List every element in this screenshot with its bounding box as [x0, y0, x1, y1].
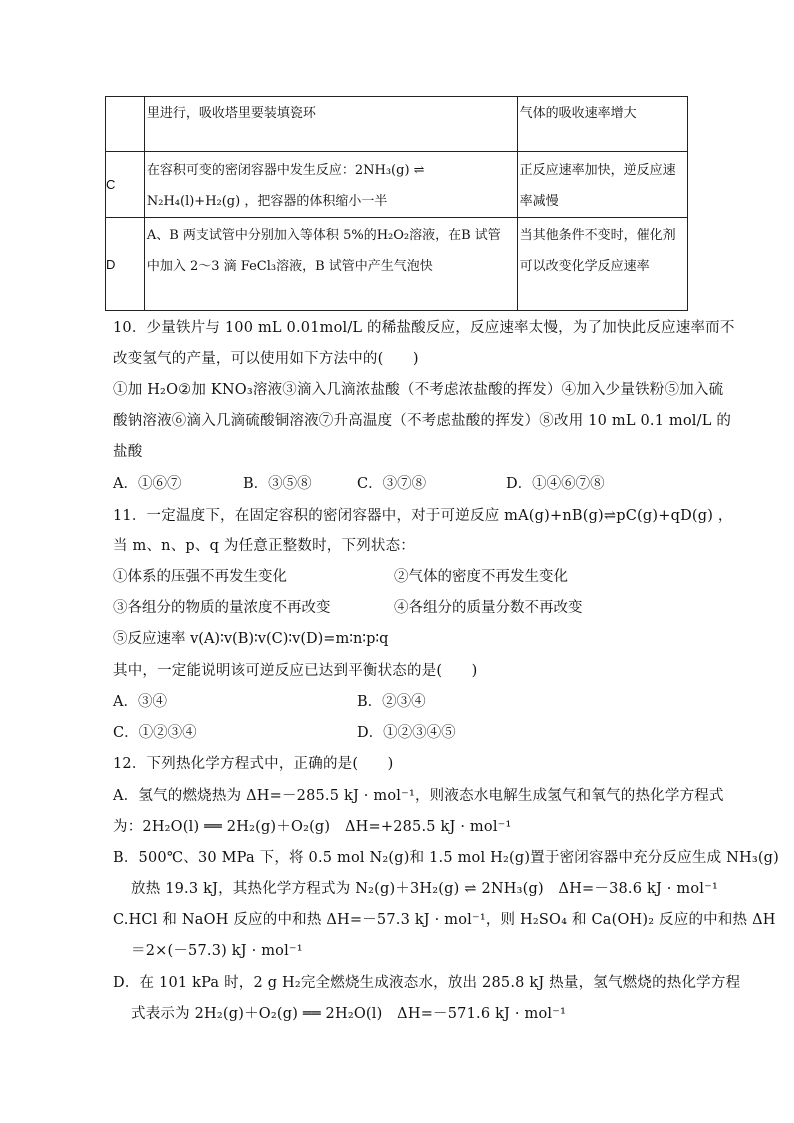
q11-statement-2: ②气体的密度不再发生变化: [394, 569, 568, 585]
q11-question: 其中，一定能说明该可逆反应已达到平衡状态的是( ): [113, 663, 478, 679]
q11-option-a: A．③④: [113, 694, 167, 710]
q11-statement-3: ③各组分的物质的量浓度不再改变: [113, 600, 331, 616]
q10-option-d: D．①④⑥⑦⑧: [506, 476, 605, 492]
q12-option-a-line: 为：2H₂O(l) ══ 2H₂(g)＋O₂(g) ΔH=+285.5 kJ · mol⁻¹: [113, 819, 512, 835]
row-content-line: 中加入 2～3 滴 FeCl₃溶液，B 试管中产生气泡快: [146, 259, 433, 274]
q10-stem-line: 10．少量铁片与 100 mL 0.01mol/L 的稀盐酸反应，反应速率太慢，为了加快此反应速率而不: [113, 320, 735, 336]
row-conclusion-line: 当其他条件不变时，催化剂: [519, 228, 676, 243]
q11-option-c: C．①②③④: [113, 725, 197, 741]
row-conclusion: 气体的吸收速率增大: [519, 106, 637, 121]
q11-option-b: B．②③④: [357, 694, 426, 710]
row-content-line: N₂H₄(l)+H₂(g) ，把容器的体积缩小一半: [146, 194, 388, 209]
q11-option-d: D．①②③④⑤: [357, 725, 456, 741]
q11-statement-5: ⑤反应速率 v(A)∶v(B)∶v(C)∶v(D)=m∶n∶p∶q: [113, 631, 389, 647]
row-label: D: [106, 218, 145, 311]
row-conclusion-line: 可以改变化学反应速率: [519, 259, 650, 274]
q10-stem-line: 酸钠溶液⑥滴入几滴硫酸铜溶液⑦升高温度（不考虑盐酸的挥发）⑧改用 10 mL 0.1 mol/L 的: [113, 413, 732, 429]
row-label: [106, 97, 145, 152]
q12-option-c-line: C.HCl 和 NaOH 反应的中和热 ΔH=－57.3 kJ · mol⁻¹，则 H₂SO₄ 和 Ca(OH)₂ 反应的中和热 ΔH: [113, 912, 776, 928]
q11-statement-1: ①体系的压强不再发生变化: [113, 569, 287, 585]
q11-statement-4: ④各组分的质量分数不再改变: [394, 600, 583, 616]
q10-option-a: A．①⑥⑦: [113, 476, 182, 492]
q10-stem-line: ①加 H₂O②加 KNO₃溶液③滴入几滴浓盐酸（不考虑浓盐酸的挥发）④加入少量铁粉⑤加入硫: [113, 382, 724, 398]
q10-option-c: C．③⑦⑧: [357, 476, 427, 492]
q12-option-b-line: B．500℃、30 MPa 下，将 0.5 mol N₂(g)和 1.5 mol H₂(g)置于密闭容器中充分反应生成 NH₃(g): [113, 850, 780, 866]
experiment-table: [105, 96, 688, 311]
q12-option-d-line: 式表示为 2H₂(g)＋O₂(g) ══ 2H₂O(l) ΔH=－571.6 kJ · mol⁻¹: [131, 1006, 567, 1022]
q12-option-c-line: ＝2×(－57.3) kJ · mol⁻¹: [131, 943, 303, 959]
q10-stem-line: 改变氢气的产量，可以使用如下方法中的( ): [113, 351, 419, 367]
table-row: [106, 152, 688, 218]
row-content: 里进行，吸收塔里要装填瓷环: [146, 106, 316, 121]
q12-option-d-line: D．在 101 kPa 时，2 g H₂完全燃烧生成液态水，放出 285.8 kJ 热量，氢气燃烧的热化学方程: [113, 975, 741, 991]
row-conclusion-line: 正反应速率加快，逆反应速: [519, 163, 676, 178]
q11-stem-line: 当 m、n、p、q 为任意正整数时，下列状态：: [113, 538, 415, 554]
q12-option-b-line: 放热 19.3 kJ，其热化学方程式为 N₂(g)＋3H₂(g) ⇌ 2NH₃(g) ΔH=－38.6 kJ · mol⁻¹: [131, 881, 718, 897]
q12-stem: 12．下列热化学方程式中，正确的是( ): [113, 756, 394, 772]
q10-option-b: B．③⑤⑧: [243, 476, 312, 492]
q11-stem-line: 11．一定温度下，在固定容积的密闭容器中，对于可逆反应 mA(g)+nB(g)⇌pC(g)+qD(g) ，: [113, 508, 733, 524]
table-row: [106, 97, 688, 152]
q10-stem-line: 盐酸: [113, 444, 143, 460]
row-conclusion-line: 率减慢: [519, 194, 559, 209]
row-label: C: [106, 152, 145, 218]
q12-option-a-line: A．氢气的燃烧热为 ΔH=－285.5 kJ · mol⁻¹，则液态水电解生成氢气和氧气的热化学方程式: [113, 788, 724, 804]
table-row: [106, 218, 688, 311]
row-content-line: 在容积可变的密闭容器中发生反应：2NH₃(g) ⇌: [146, 163, 425, 178]
row-content-line: A、B 两支试管中分别加入等体积 5%的H₂O₂溶液，在B 试管: [146, 228, 501, 243]
